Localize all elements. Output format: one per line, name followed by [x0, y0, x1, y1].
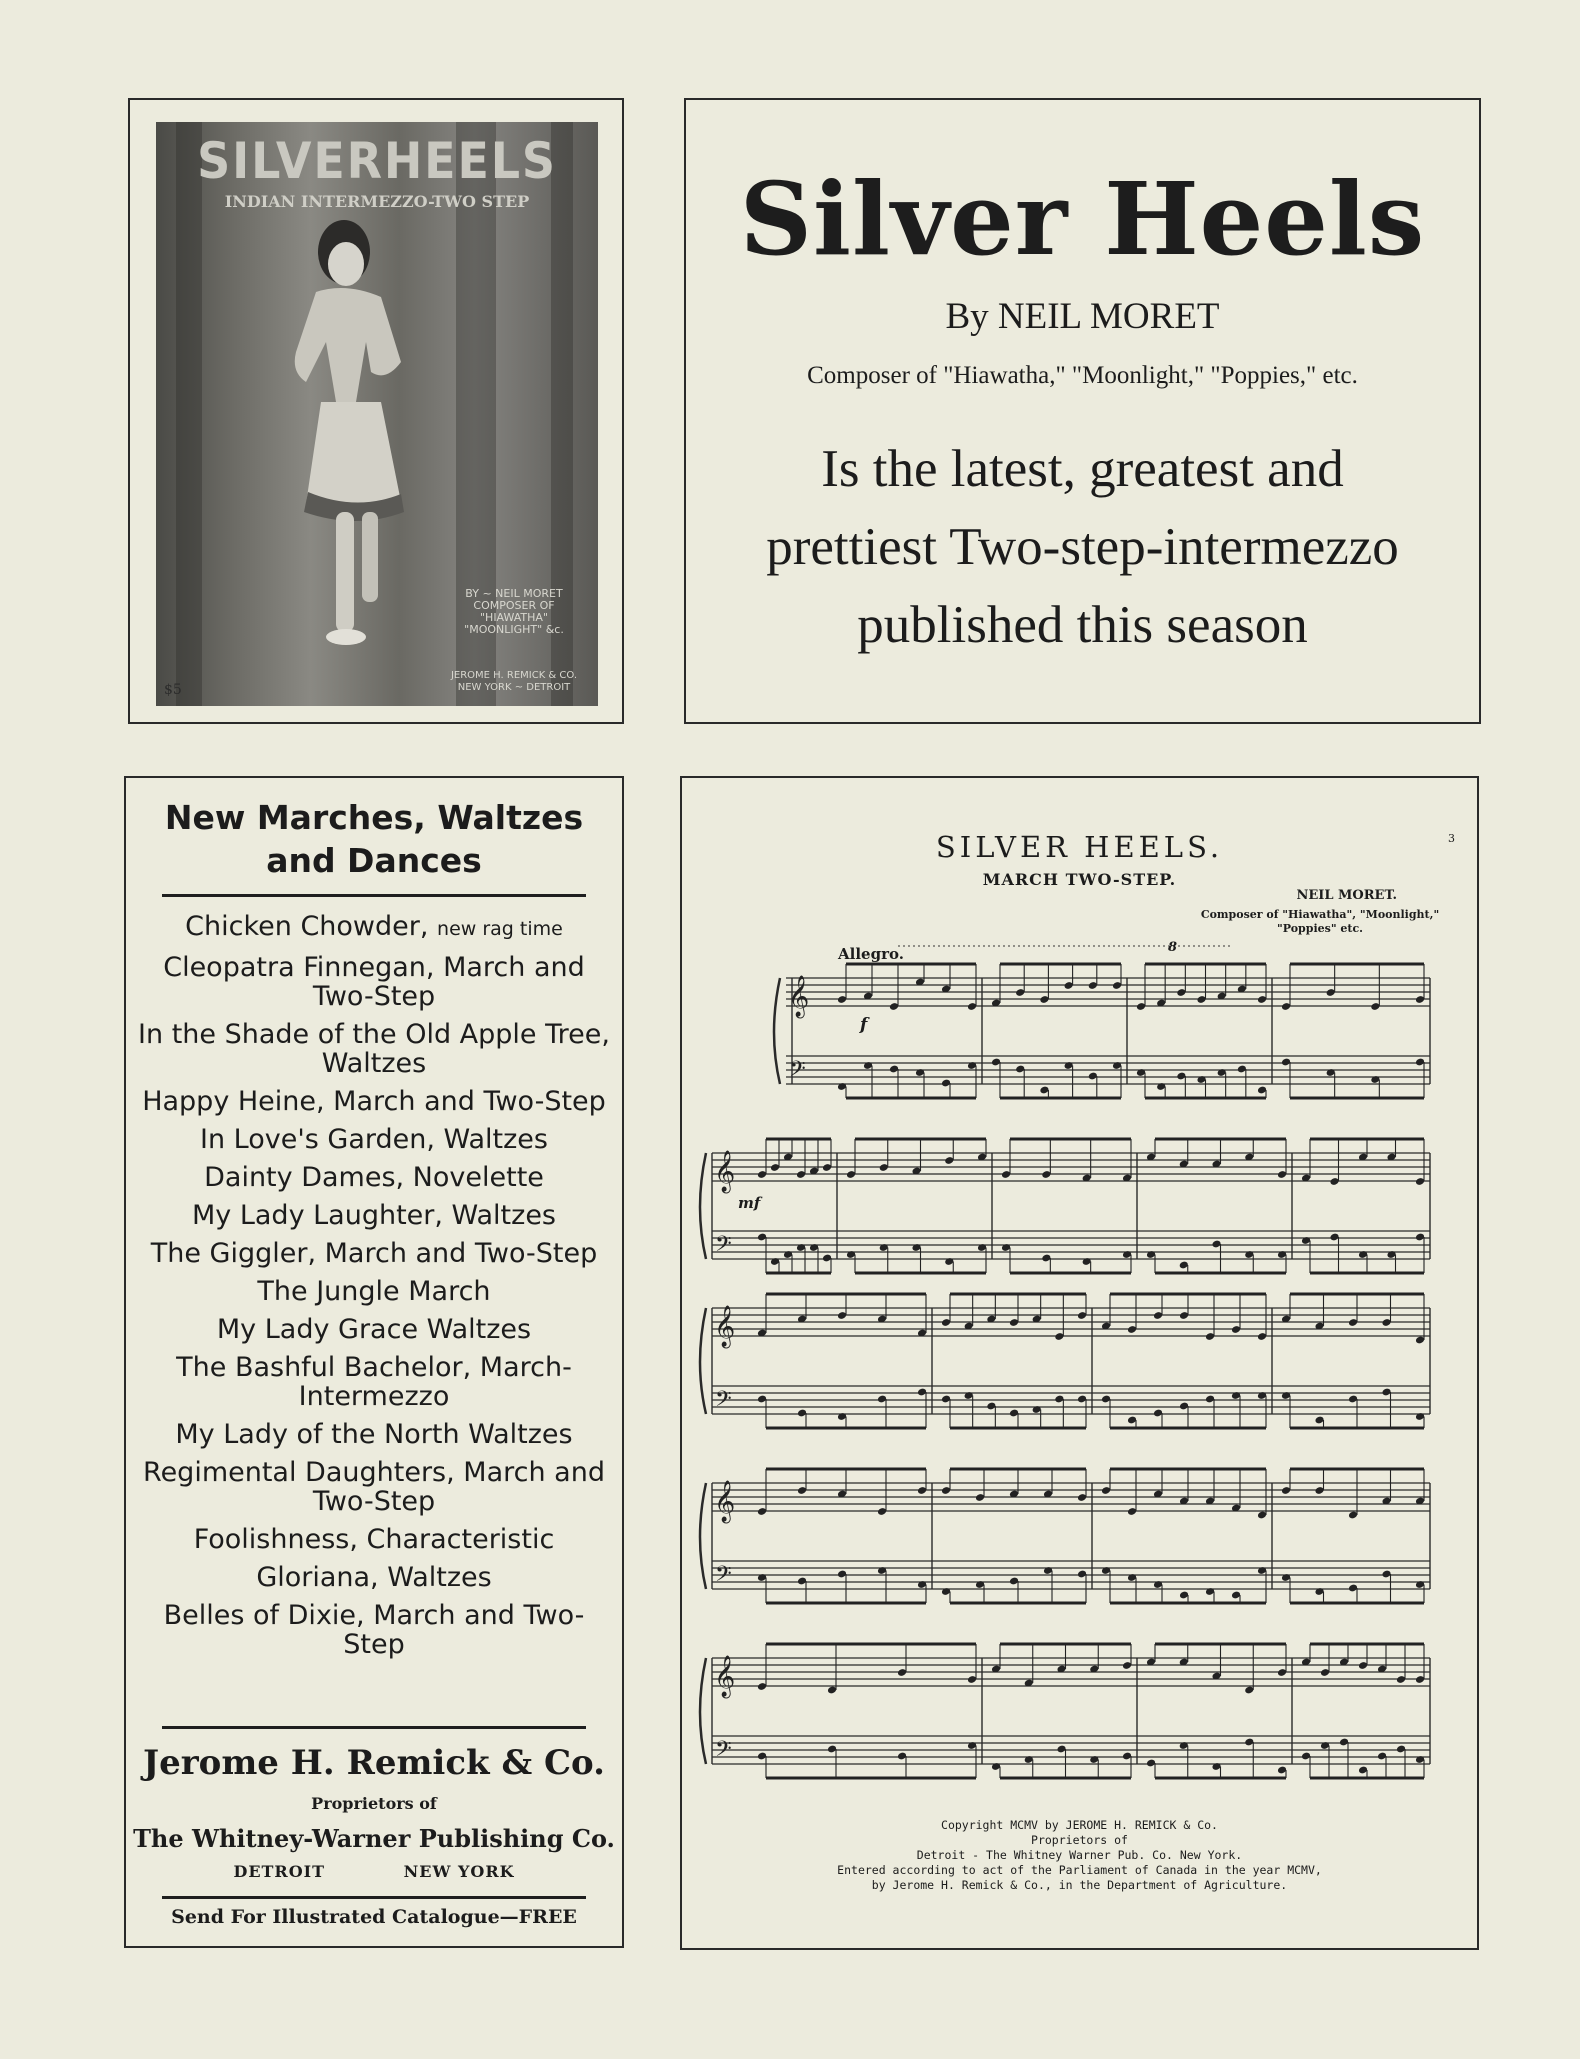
cover-price: $5 — [164, 682, 182, 698]
catalog-item: My Lady Grace Waltzes — [216, 1314, 532, 1345]
catalog-panel — [124, 776, 624, 1948]
bass-clef: 𝄢 — [789, 1057, 806, 1087]
catalog-item: The Giggler, March and Two-Step — [150, 1238, 598, 1269]
catalog-item: Dainty Dames, Novelette — [204, 1162, 544, 1193]
footer-divider — [162, 1896, 586, 1899]
dynamic-forte: f — [860, 1015, 868, 1035]
catalog-heading: New Marches, Waltzes and Dances — [164, 798, 584, 880]
dancer-figure-illustration — [196, 212, 456, 682]
treble-clef: 𝄞 — [714, 1306, 736, 1347]
city-detroit: DETROIT — [233, 1862, 326, 1881]
system-brace — [700, 1153, 706, 1259]
catalog-item: In the Shade of the Old Apple Tree, Waltzes — [138, 1019, 610, 1079]
city-new-york: NEW YORK — [403, 1862, 515, 1881]
music-notation — [682, 778, 1477, 1948]
catalog-item: The Jungle March — [257, 1276, 491, 1307]
catalog-item: Belles of Dixie, March and Two-Step — [163, 1600, 585, 1660]
bass-clef: 𝄢 — [715, 1387, 732, 1417]
cover-subtitle: INDIAN INTERMEZZO-TWO STEP — [224, 192, 530, 211]
treble-clef: 𝄞 — [788, 976, 810, 1017]
publisher-cities — [126, 1862, 622, 1881]
treble-clef: 𝄞 — [714, 1656, 736, 1697]
system-brace — [774, 978, 780, 1084]
catalog-item: In Love's Garden, Waltzes — [200, 1124, 548, 1155]
catalog-item: Foolishness, Characteristic — [193, 1524, 555, 1555]
system-brace — [700, 1483, 706, 1589]
catalog-item: Gloriana, Waltzes — [256, 1562, 492, 1593]
page-number: 3 — [1448, 832, 1455, 845]
catalog-item: The Bashful Bachelor, March-Intermezzo — [176, 1352, 572, 1412]
cover-illustration — [156, 122, 598, 706]
catalog-item: Chicken Chowder, new rag time — [185, 911, 563, 942]
catalog-list — [134, 912, 614, 1668]
bass-clef: 𝄢 — [715, 1562, 732, 1592]
publisher-name: Jerome H. Remick & Co. — [143, 1743, 605, 1783]
system-brace — [700, 1308, 706, 1414]
score-composer: NEIL MORET. — [1296, 888, 1397, 903]
advert-panel — [684, 98, 1481, 724]
tempo-marking: Allegro. — [838, 945, 904, 963]
cover-title: SILVERHEELS — [197, 132, 557, 190]
score-title: SILVER HEELS. — [935, 830, 1224, 864]
system-brace — [700, 1658, 706, 1764]
cover-credit: BY ~ NEIL MORET COMPOSER OF "HIAWATHA" "MOONLIGHT" &c. — [464, 587, 564, 636]
catalog-item: My Lady Laughter, Waltzes — [191, 1200, 556, 1231]
catalog-cta: Send For Illustrated Catalogue—FREE — [171, 1906, 577, 1928]
dynamic-mezzo-forte: mf — [738, 1194, 761, 1212]
company-name: The Whitney-Warner Publishing Co. — [133, 1824, 615, 1853]
catalog-item: Cleopatra Finnegan, March and Two-Step — [163, 952, 585, 1012]
list-divider — [162, 1726, 586, 1729]
sheet-music-panel — [680, 776, 1479, 1950]
bass-clef: 𝄢 — [715, 1232, 732, 1262]
catalog-item: Happy Heine, March and Two-Step — [142, 1086, 606, 1117]
cover-publisher: JEROME H. REMICK & CO. NEW YORK ~ DETROIT — [450, 670, 578, 693]
cover-illustration-frame — [128, 98, 624, 724]
copyright-notice: Copyright MCMV by JEROME H. REMICK & Co. Proprietors of Detroit - The Whitney Warner Pub. Co. New York. Entered according to act of the Parliament of Canada in the year MCMV, by Jerome H. Remick & Co., in the Department of Agriculture. — [837, 1818, 1322, 1892]
score-composer-credit: Composer of "Hiawatha", "Moonlight," "Poppies" etc. — [1200, 908, 1440, 935]
catalog-item: Regimental Daughters, March and Two-Step — [143, 1457, 605, 1517]
catalog-item: My Lady of the North Waltzes — [175, 1419, 573, 1450]
advert-byline: By NEIL MORET — [945, 296, 1220, 337]
treble-clef: 𝄞 — [714, 1151, 736, 1192]
treble-clef: 𝄞 — [714, 1481, 736, 1522]
octave-marking: 8 — [1168, 940, 1178, 955]
heading-divider — [162, 894, 586, 897]
advert-title: Silver Heels — [739, 160, 1426, 278]
proprietors-label: Proprietors of — [311, 1794, 437, 1813]
advert-tagline: Is the latest, greatest and prettiest Two-step-intermezzo published this season — [766, 440, 1399, 654]
score-subtitle: MARCH TWO-STEP. — [982, 870, 1177, 889]
bass-clef: 𝄢 — [715, 1737, 732, 1767]
advert-composer-line: Composer of "Hiawatha," "Moonlight," "Poppies," etc. — [807, 362, 1358, 389]
